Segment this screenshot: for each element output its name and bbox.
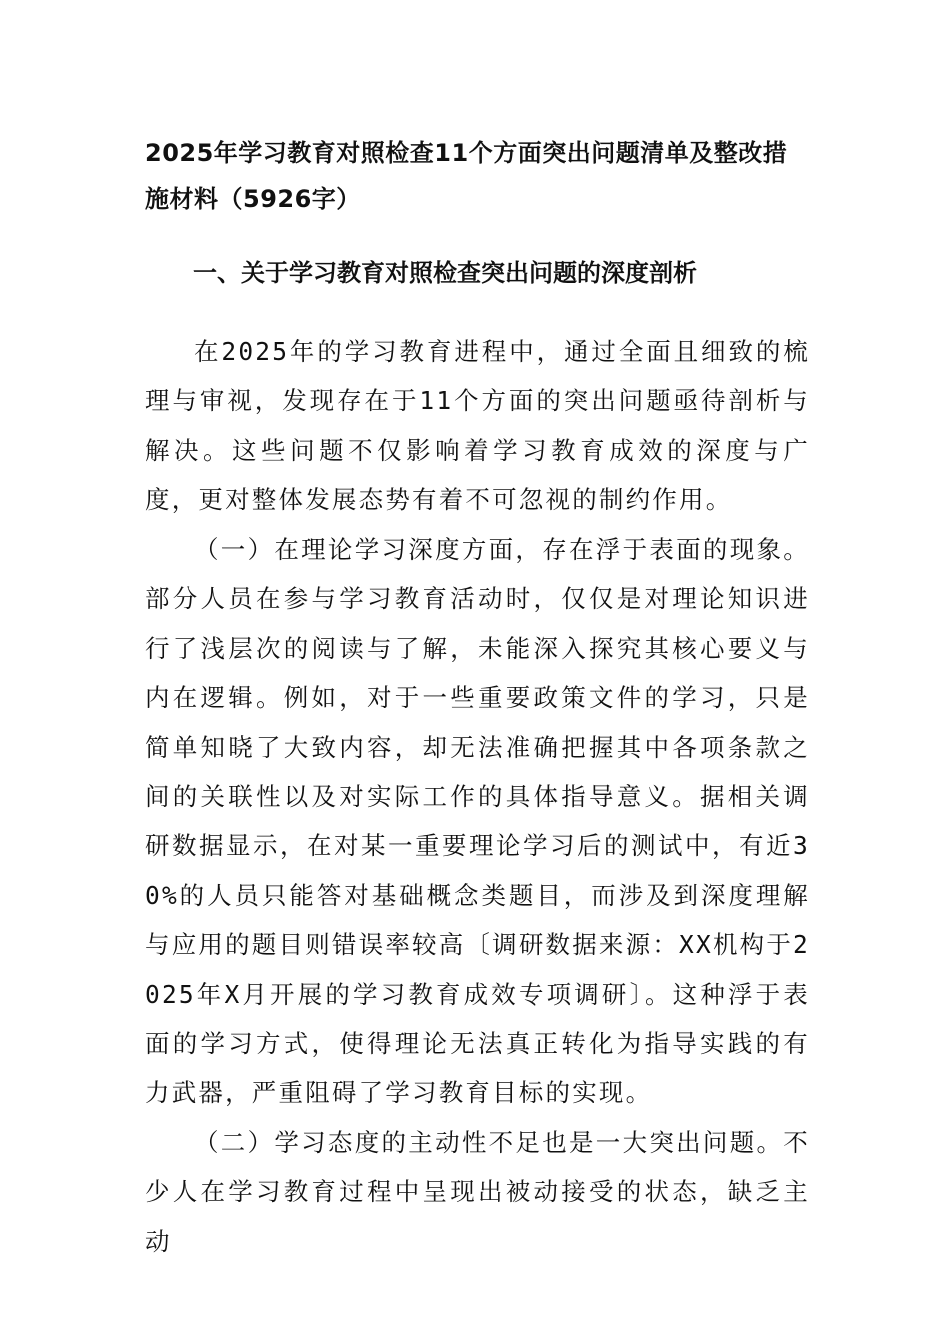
- paragraph-point-2: （二）学习态度的主动性不足也是一大突出问题。不少人在学习教育过程中呈现出被动接受的状态，缺乏主动: [145, 1128, 810, 1256]
- document-title: 2025年学习教育对照检查11个方面突出问题清单及整改措施材料（5926字）: [145, 139, 788, 213]
- paragraph-intro: 在2025年的学习教育进程中，通过全面且细致的梳理与审视，发现存在于11个方面的突出问题亟待剖析与解决。这些问题不仅影响着学习教育成效的深度与广度，更对整体发展态势有着不可忽视的制约作用。: [145, 337, 810, 515]
- paragraph-point-1: （一）在理论学习深度方面，存在浮于表面的现象。部分人员在参与学习教育活动时，仅仅是对理论知识进行了浅层次的阅读与了解，未能深入探究其核心要义与内在逻辑。例如，对于一些重要政策文件的学习，只是简单知晓了大致内容，却无法准确把握其中各项条款之间的关联性以及对实际工作的具体指导意义。据相关调研数据显示，在对某一重要理论学习后的测试中，有近30%的人员只能答对基础概念类题目，而涉及到深度理解与应用的题目则错误率较高〔调研数据来源：XX机构于2025年X月开展的学习教育成效专项调研〕。这种浮于表面的学习方式，使得理论无法真正转化为指导实践的有力武器，严重阻碍了学习教育目标的实现。: [145, 535, 810, 1108]
- section-heading: 一、关于学习教育对照检查突出问题的深度剖析: [193, 259, 697, 287]
